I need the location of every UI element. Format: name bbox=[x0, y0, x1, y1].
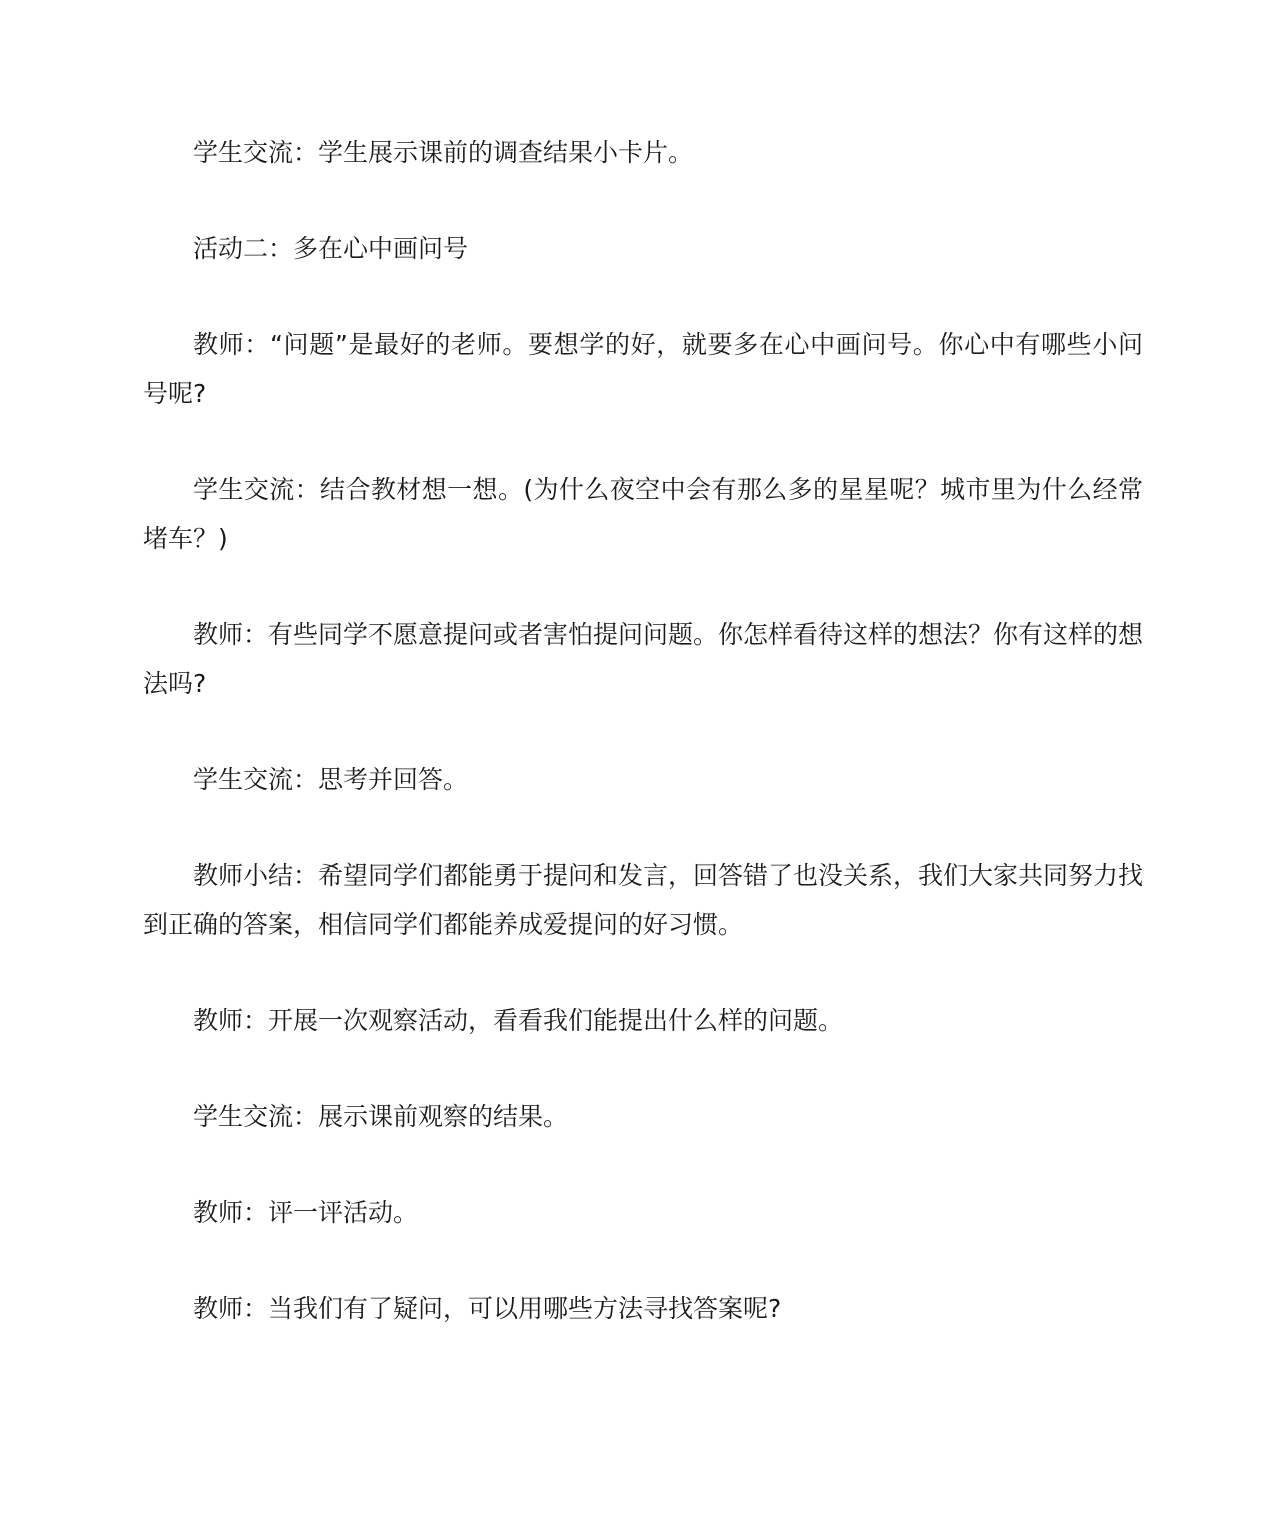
paragraph-student-exchange-3: 学生交流：思考并回答。 bbox=[193, 765, 469, 794]
paragraph-activity-two-heading: 活动二：多在心中画问号 bbox=[193, 234, 469, 263]
paragraph-spacer bbox=[143, 708, 1143, 755]
paragraph-spacer bbox=[143, 804, 1143, 851]
paragraph-spacer bbox=[143, 949, 1143, 996]
paragraph-teacher-fear-asking: 教师：有些同学不愿意提问或者害怕提问问题。你怎样看待这样的想法？你有这样的想法吗? bbox=[143, 620, 1144, 698]
paragraph-teacher-evaluate: 教师：评一评活动。 bbox=[193, 1198, 419, 1227]
paragraph-spacer bbox=[143, 563, 1143, 610]
paragraph-spacer bbox=[143, 1237, 1143, 1284]
paragraph-student-exchange-4: 学生交流：展示课前观察的结果。 bbox=[193, 1102, 569, 1131]
paragraph-spacer bbox=[143, 418, 1143, 465]
paragraph-student-exchange-1: 学生交流：学生展示课前的调查结果小卡片。 bbox=[193, 138, 694, 167]
paragraph-teacher-observation: 教师：开展一次观察活动，看看我们能提出什么样的问题。 bbox=[193, 1006, 844, 1035]
paragraph-student-exchange-2: 学生交流：结合教材想一想。(为什么夜空中会有那么多的星星呢？城市里为什么经常堵车？) bbox=[143, 475, 1143, 553]
paragraph-teacher-summary: 教师小结：希望同学们都能勇于提问和发言，回答错了也没关系，我们大家共同努力找到正确的答案，相信同学们都能养成爱提问的好习惯。 bbox=[143, 861, 1144, 939]
paragraph-spacer bbox=[143, 1141, 1143, 1188]
document-body bbox=[143, 128, 1143, 1333]
paragraph-teacher-question-mark: 教师：“问题”是最好的老师。要想学的好，就要多在心中画问号。你心中有哪些小问号呢? bbox=[143, 330, 1143, 408]
paragraph-teacher-methods: 教师：当我们有了疑问，可以用哪些方法寻找答案呢? bbox=[193, 1294, 782, 1323]
paragraph-spacer bbox=[143, 1045, 1143, 1092]
paragraph-spacer bbox=[143, 177, 1143, 224]
paragraph-spacer bbox=[143, 273, 1143, 320]
